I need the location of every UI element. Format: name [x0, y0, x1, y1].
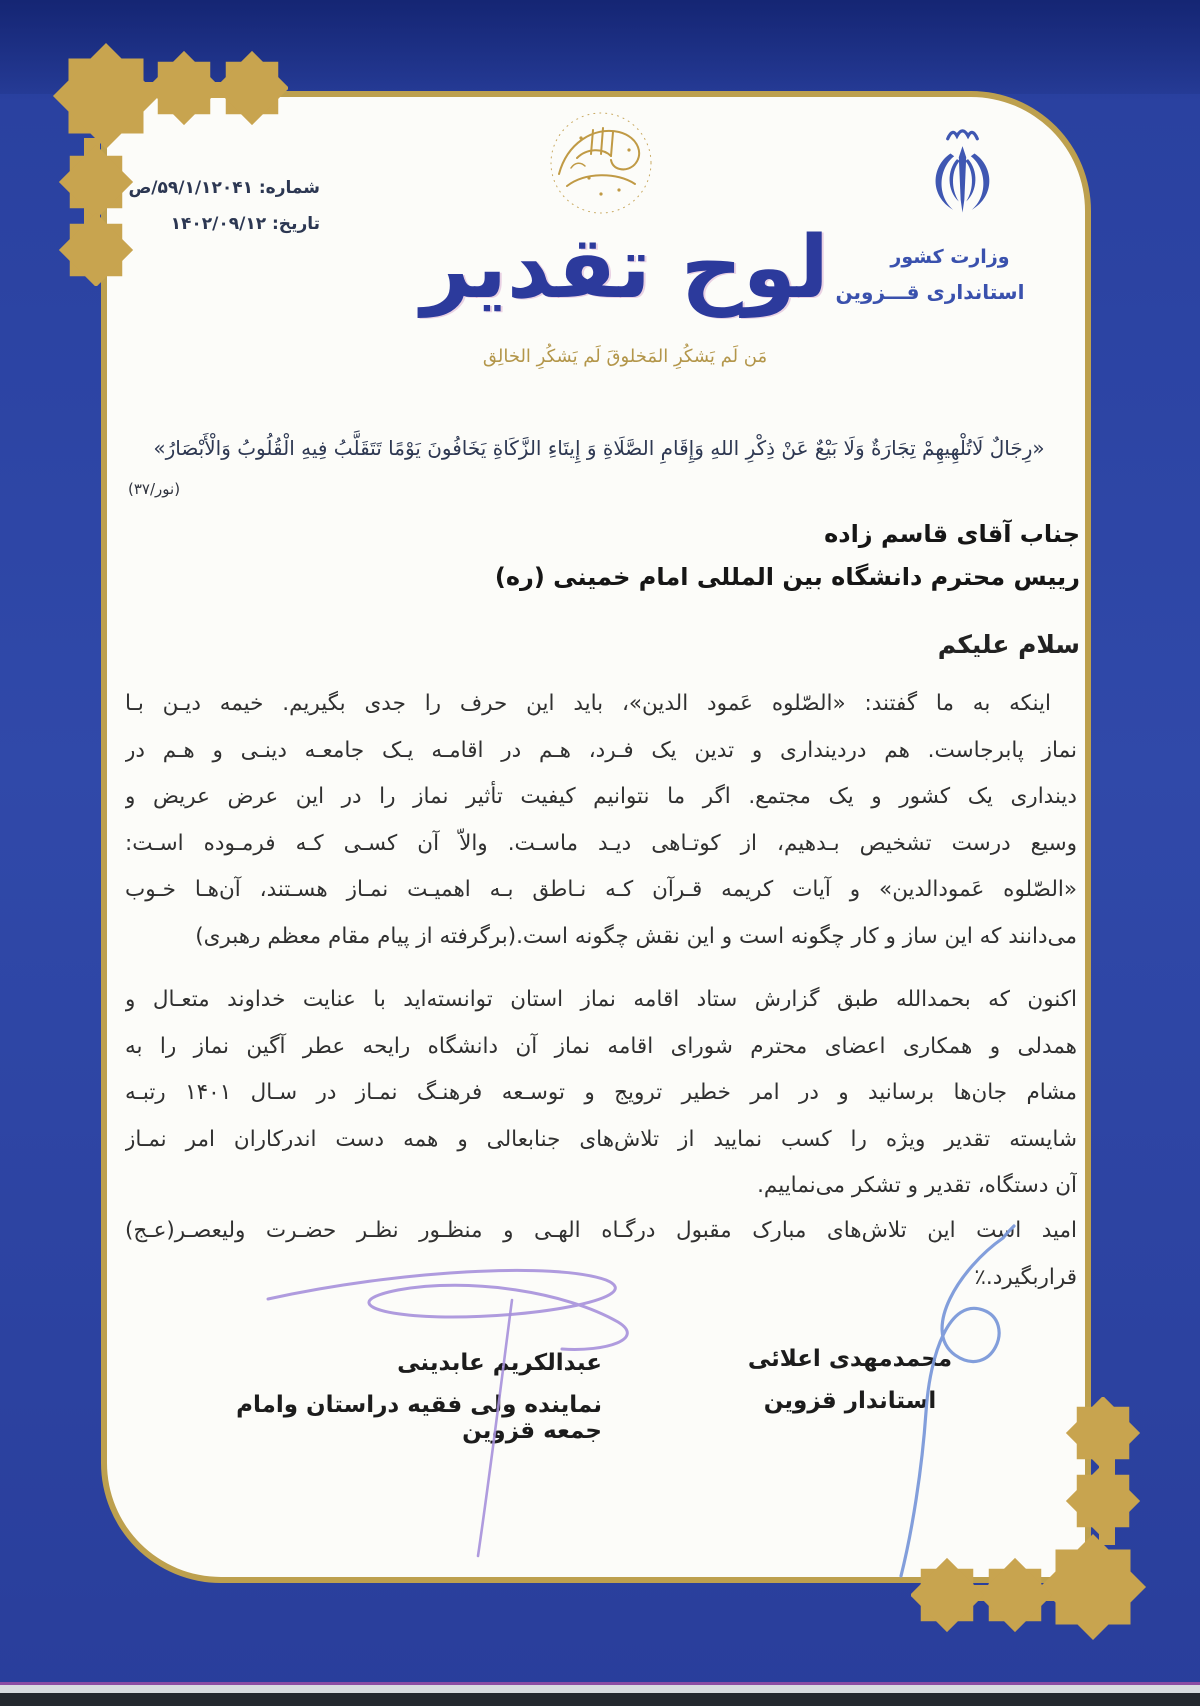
recipient-block — [495, 520, 1080, 591]
salutation: سلام علیکم — [937, 630, 1080, 659]
body-paragraph-3 — [125, 1208, 1077, 1301]
iran-emblem-icon — [915, 124, 1010, 244]
body-line: همدلی و همکاری اعضای محترم شورای اقامه نماز آن دانشگاه رایحه عطر آگین نماز را به — [125, 1033, 1077, 1059]
scan-edge-light — [0, 1685, 1200, 1693]
body-line: اکنون که بحمدالله طبق گزارش ستاد اقامه نماز استان توانسته‌اید با عنایت خداوند متعـال و — [125, 987, 1077, 1012]
scan-edge-dark — [0, 1693, 1200, 1706]
body-line: آن دستگاه، تقدیر و تشکر می‌نماییم. — [757, 1173, 1077, 1198]
governorate-label: استانداری قـــزوین — [835, 280, 1025, 304]
document-title: لوح تقدیر — [421, 218, 829, 318]
basmala-medallion-icon — [540, 108, 662, 218]
quran-verse: «رِجَالٌ لَاتُلْهِيهِمْ تِجَارَةٌ وَلَا بَيْعٌ عَنْ ذِكْرِ اللهِ وَإِقَامِ الصَّلَاةِ وَ إِيتَاءِ الزَّكَاةِ يَخَافُونَ يَوْمًا تَتَقَلَّبُ فِيهِ الْقُلُوبُ وَالْأَبْصَارُ» — [153, 436, 1045, 460]
verse-reference: (نور/۳۷) — [128, 480, 181, 498]
body-line: شایسته تقدیر ویژه را کسب نمایید از تلاش‌های جنابعالی و همه دست اندرکاران امر نمـاز — [125, 1126, 1077, 1152]
gold-motto: مَن لَم یَشکُرِ المَخلوقَ لَم یَشکُرِ الخالِق — [482, 346, 768, 367]
body-line: امید است این تلاش‌های مبارک مقبول درگـاه الهـی و منظـور نظـر حضـرت ولیعصـر(عـج) — [125, 1218, 1077, 1243]
body-paragraph-1 — [125, 681, 1077, 960]
body-line: قراربگیرد.٪ — [974, 1264, 1077, 1290]
letter-meta — [112, 178, 320, 250]
body-line: نماز پابرجاست. هم دردینداری و تدین یک فـرد، هـم در اقامـه یـک جامعـه دینـی و هـم در — [125, 737, 1077, 763]
body-line: مشام جان‌ها برسانید و در امر خطیر ترویج و توسـعه فرهنـگ نمـاز در سـال ۱۴۰۱ رتبـه — [125, 1080, 1077, 1105]
signature-block-representative — [198, 1350, 602, 1444]
letter-number: شماره: ۵۹/۱/۱۲۰۴۱/ص — [128, 178, 320, 198]
recipient-name: جناب آقای قاسم زاده — [824, 520, 1080, 548]
gold-corner-ornament-icon — [911, 1397, 1171, 1657]
signer-title: استاندار قزوین — [763, 1388, 937, 1414]
body-line: می‌دانند که این ساز و کار چگونه است و این نقش چگونه است.(برگرفته از پیام مقام معظم رهبری) — [195, 923, 1077, 949]
ministry-label: وزارت کشور — [890, 246, 1010, 268]
body-paragraph-2 — [125, 977, 1077, 1210]
recipient-title: رییس محترم دانشگاه بین المللی امام خمینی (ره) — [494, 563, 1080, 591]
body-line: دینداری یک کشور و یک مجتمع. اگر ما نتوانیم کیفیت تأثیر نماز را در این عرض عریض و — [125, 784, 1077, 809]
body-line: اینکه به ما گفتند: «الصّلوه عَمود الدین»، باید این حرف را جدی بگیریم. خیمه دیـن بـا — [125, 691, 1051, 716]
letter-date: تاریخ: ۱۴۰۲/۰۹/۱۲ — [170, 214, 320, 234]
signer-title: نماینده ولی فقیه دراستان وامام جمعه قزوین — [236, 1392, 602, 1444]
body-line: «الصّلوه عَمودالدین» و آیات کریمه قـرآن کـه نـاطق بـه اهمیـت نمـاز هسـتند، آن‌هـا خـوب — [125, 877, 1077, 902]
signer-name: محمدمهدی اعلائی — [747, 1346, 953, 1372]
body-line: وسیع درست تشخیص بـدهیم، از کوتـاهی دیـد ماسـت. والاّ آن کسـی کـه فرمـوده اسـت: — [125, 830, 1077, 856]
signature-block-governor — [700, 1346, 1000, 1414]
signer-name: عبدالکریم عابدینی — [397, 1350, 602, 1376]
